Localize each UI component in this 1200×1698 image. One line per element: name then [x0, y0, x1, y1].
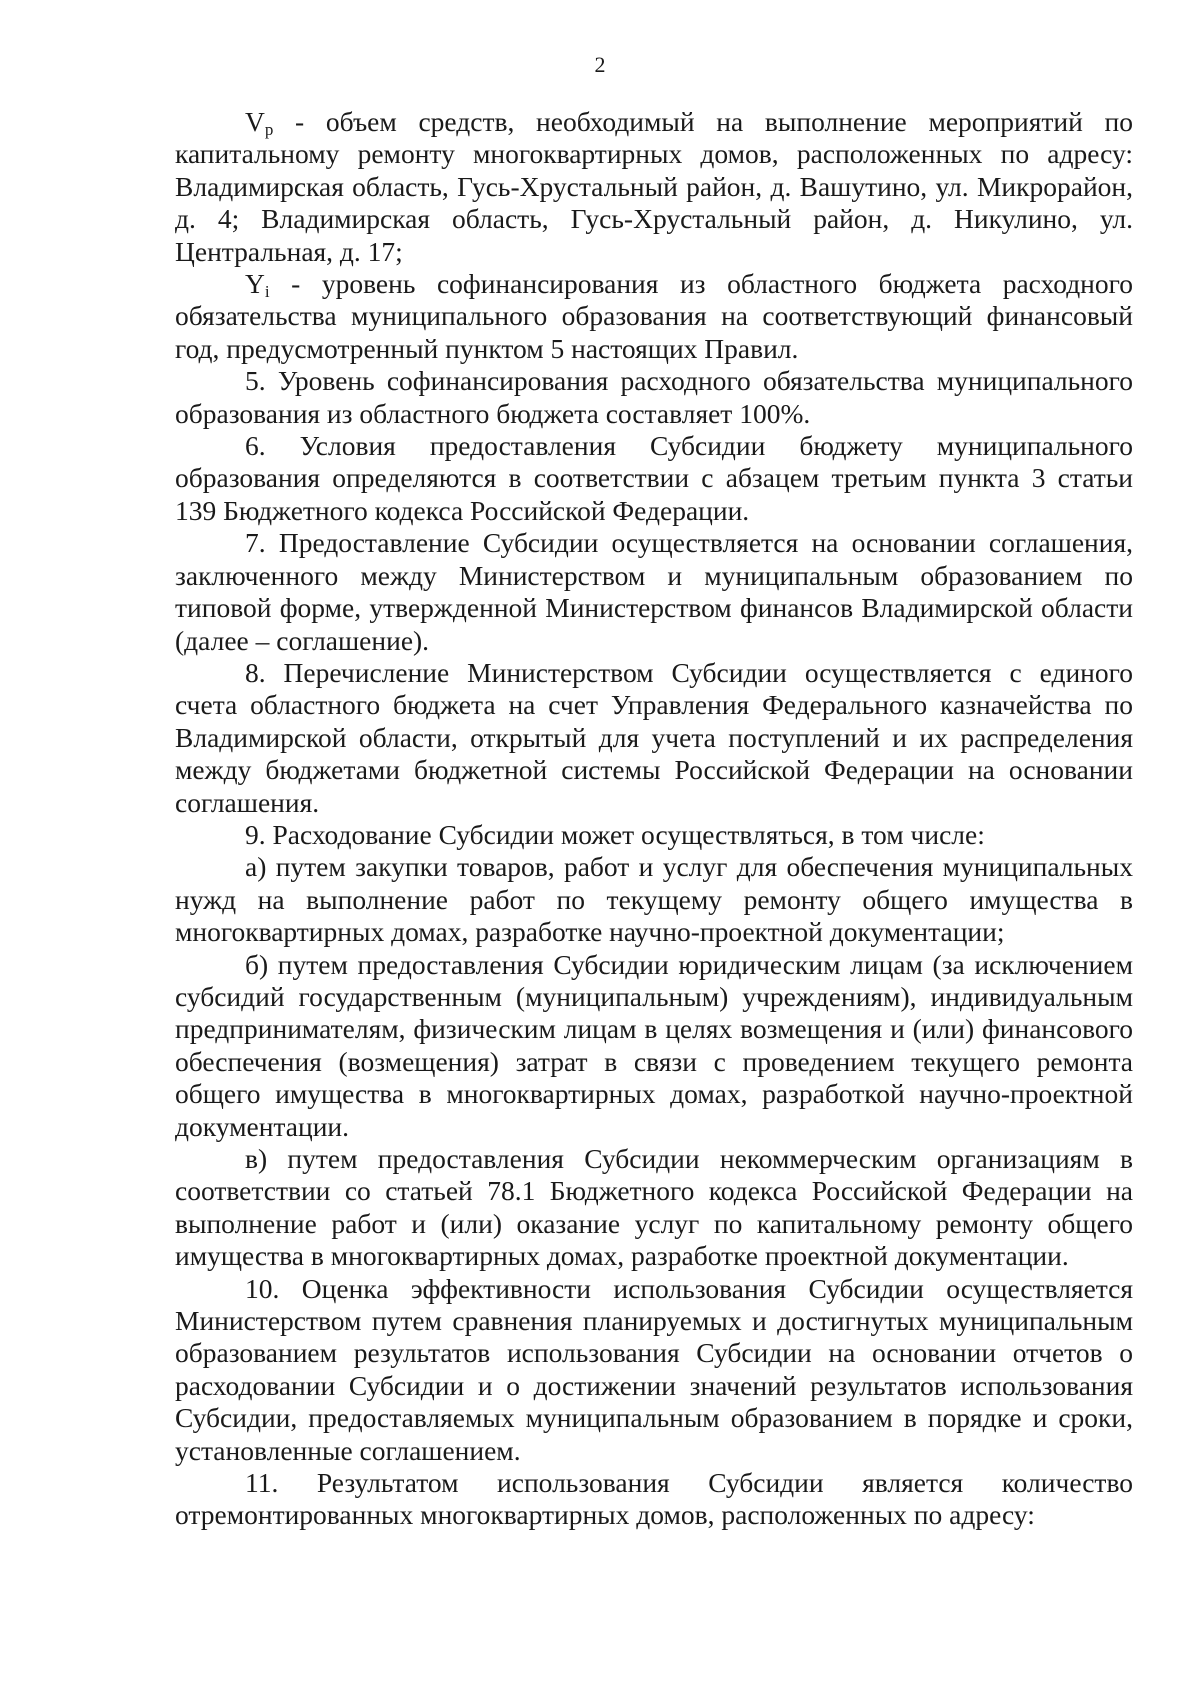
paragraph-11: 11. Результатом использования Субсидии является количество отремонтированных многоквартирных домов, расположенных по адресу:: [175, 1467, 1133, 1531]
paragraph-9: 9. Расходование Субсидии может осуществляться, в том числе:: [245, 818, 985, 850]
paragraph-7: 7. Предоставление Субсидии осуществляется на основании соглашения, заключенного между Министерством и муниципальным образованием по типовой форме, утвержденной Министерством финансов Владимирской области (далее – соглашение).: [175, 527, 1133, 656]
paragraph-text: - уровень софинансирования из областного бюджета расходного обязательства муниципального образования на соответствующий финансовый год, предусмотренный пунктом 5 настоящих Правил.: [175, 268, 1133, 364]
paragraph-9v: в) путем предоставления Субсидии некоммерческим организациям в соответствии со статьей 78.1 Бюджетного кодекса Российской Федерации на выполнение работ и (или) оказание услуг по капитальному ремонту общего имущества в многоквартирных домах, разработке проектной документации.: [175, 1143, 1133, 1272]
variable-symbol: Y: [245, 268, 265, 300]
variable-subscript: i: [264, 282, 270, 302]
paragraph-9a: а) путем закупки товаров, работ и услуг для обеспечения муниципальных нужд на выполнение работ по текущему ремонту общего имущества в многоквартирных домах, разработке научно-проектной документации;: [175, 851, 1133, 948]
paragraph-9b: б) путем предоставления Субсидии юридическим лицам (за исключением субсидий государственным (муниципальным) учреждениям), индивидуальным предпринимателям, физическим лицам в целях возмещения и (или) финансового обеспечения (возмещения) затрат в связи с проведением текущего ремонта общего имущества в многоквартирных домах, разработкой научно-проектной документации.: [175, 948, 1133, 1142]
paragraph-6: 6. Условия предоставления Субсидии бюджету муниципального образования определяются в соответствии с абзацем третьим пункта 3 статьи 139 Бюджетного кодекса Российской Федерации.: [175, 430, 1133, 526]
paragraph-text: - объем средств, необходимый на выполнение мероприятий по капитальному ремонту многоквартирных домов, расположенных по адресу: Владимирская область, Гусь-Хрустальный район, д. Вашутино, ул. Микрорайон, д. 4; Владимирская область, Гусь-Хрустальный район, д. Никулино, ул. Центральная, д. 17;: [175, 106, 1133, 267]
paragraph-8: 8. Перечисление Министерством Субсидии осуществляется с единого счета областного бюджета на счет Управления Федерального казначейства по Владимирской области, открытый для учета поступлений и их распределения между бюджетами бюджетной системы Российской Федерации на основании соглашения.: [175, 656, 1133, 818]
variable-subscript: p: [264, 120, 274, 139]
paragraph-yi-definition: [175, 268, 1133, 365]
paragraph-5: 5. Уровень софинансирования расходного обязательства муниципального образования из областного бюджета составляет 100%.: [175, 365, 1133, 429]
document-body: [175, 106, 1133, 1532]
variable-symbol: V: [245, 106, 265, 137]
paragraph-10: 10. Оценка эффективности использования Субсидии осуществляется Министерством путем сравнения планируемых и достигнутых муниципальным образованием результатов использования Субсидии на основании отчетов о расходовании Субсидии и о достижении значений результатов использования Субсидии, предоставляемых муниципальным образованием в порядке и сроки, установленные соглашением.: [175, 1272, 1133, 1466]
paragraph-vp-definition: [175, 106, 1133, 268]
page-number: 2: [594, 52, 606, 77]
